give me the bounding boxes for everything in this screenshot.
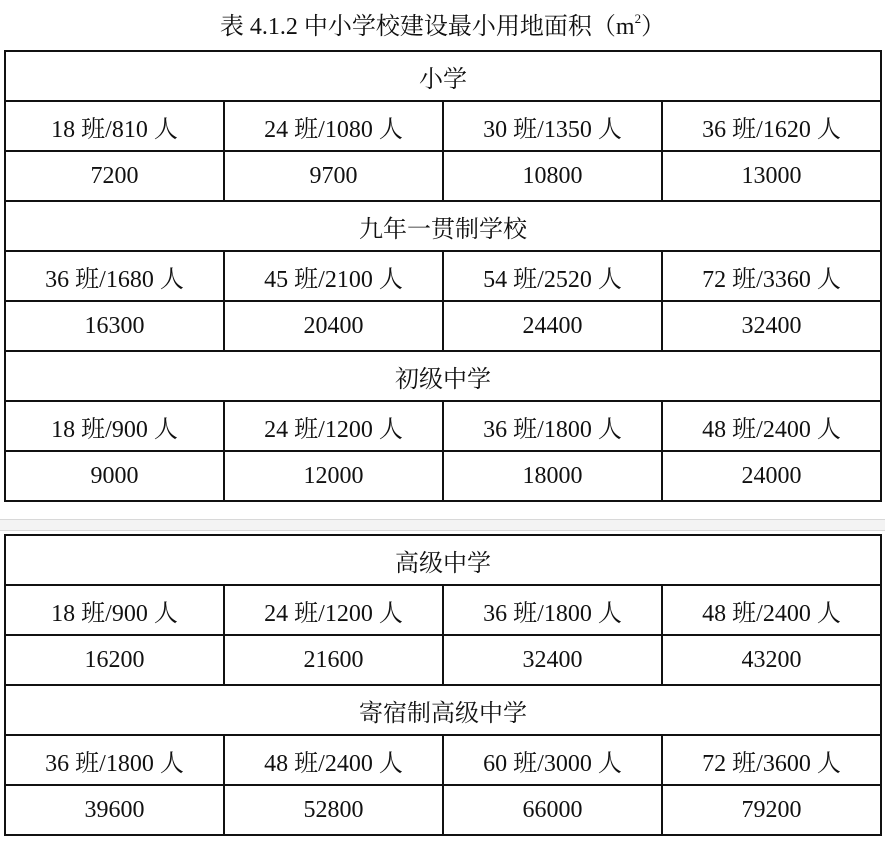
size-cell: 18 班/900 人 [5, 585, 224, 635]
size-cell: 72 班/3360 人 [662, 251, 881, 301]
size-row [5, 585, 881, 635]
section-header-row [5, 685, 881, 735]
land-area-table-part1 [4, 50, 882, 502]
area-cell: 10800 [443, 151, 662, 201]
section-title: 寄宿制高级中学 [5, 685, 881, 735]
area-row [5, 301, 881, 351]
table-caption [0, 4, 885, 44]
area-cell: 7200 [5, 151, 224, 201]
size-cell: 36 班/1620 人 [662, 101, 881, 151]
size-cell: 48 班/2400 人 [662, 401, 881, 451]
size-cell: 36 班/1680 人 [5, 251, 224, 301]
area-cell: 32400 [662, 301, 881, 351]
area-cell: 13000 [662, 151, 881, 201]
area-cell: 24400 [443, 301, 662, 351]
size-cell: 54 班/2520 人 [443, 251, 662, 301]
land-area-table-part2 [4, 534, 882, 836]
area-cell: 12000 [224, 451, 443, 501]
area-cell: 9700 [224, 151, 443, 201]
size-cell: 24 班/1200 人 [224, 401, 443, 451]
size-row [5, 735, 881, 785]
area-cell: 16200 [5, 635, 224, 685]
area-cell: 52800 [224, 785, 443, 835]
area-row [5, 451, 881, 501]
area-cell: 24000 [662, 451, 881, 501]
area-cell: 16300 [5, 301, 224, 351]
area-cell: 20400 [224, 301, 443, 351]
size-cell: 45 班/2100 人 [224, 251, 443, 301]
size-cell: 18 班/810 人 [5, 101, 224, 151]
size-cell: 24 班/1080 人 [224, 101, 443, 151]
size-cell: 48 班/2400 人 [224, 735, 443, 785]
size-row [5, 401, 881, 451]
size-cell: 60 班/3000 人 [443, 735, 662, 785]
size-row [5, 101, 881, 151]
caption-superscript: 2 [634, 11, 642, 26]
section-title: 高级中学 [5, 535, 881, 585]
caption-suffix: ） [641, 14, 666, 40]
size-cell: 36 班/1800 人 [443, 401, 662, 451]
section-header-row [5, 351, 881, 401]
area-row [5, 151, 881, 201]
area-cell: 39600 [5, 785, 224, 835]
size-cell: 36 班/1800 人 [5, 735, 224, 785]
area-cell: 32400 [443, 635, 662, 685]
size-cell: 30 班/1350 人 [443, 101, 662, 151]
section-header-row [5, 51, 881, 101]
section-header-row [5, 201, 881, 251]
area-row [5, 785, 881, 835]
area-cell: 18000 [443, 451, 662, 501]
size-row [5, 251, 881, 301]
area-cell: 21600 [224, 635, 443, 685]
area-cell: 43200 [662, 635, 881, 685]
size-cell: 24 班/1200 人 [224, 585, 443, 635]
area-cell: 9000 [5, 451, 224, 501]
size-cell: 18 班/900 人 [5, 401, 224, 451]
size-cell: 72 班/3600 人 [662, 735, 881, 785]
area-cell: 79200 [662, 785, 881, 835]
size-cell: 36 班/1800 人 [443, 585, 662, 635]
caption-text: 表 4.1.2 中小学校建设最小用地面积（m [219, 14, 635, 40]
size-cell: 48 班/2400 人 [662, 585, 881, 635]
area-row [5, 635, 881, 685]
section-title: 九年一贯制学校 [5, 201, 881, 251]
section-header-row [5, 535, 881, 585]
page-break-divider [0, 519, 885, 531]
area-cell: 66000 [443, 785, 662, 835]
section-title: 小学 [5, 51, 881, 101]
section-title: 初级中学 [5, 351, 881, 401]
